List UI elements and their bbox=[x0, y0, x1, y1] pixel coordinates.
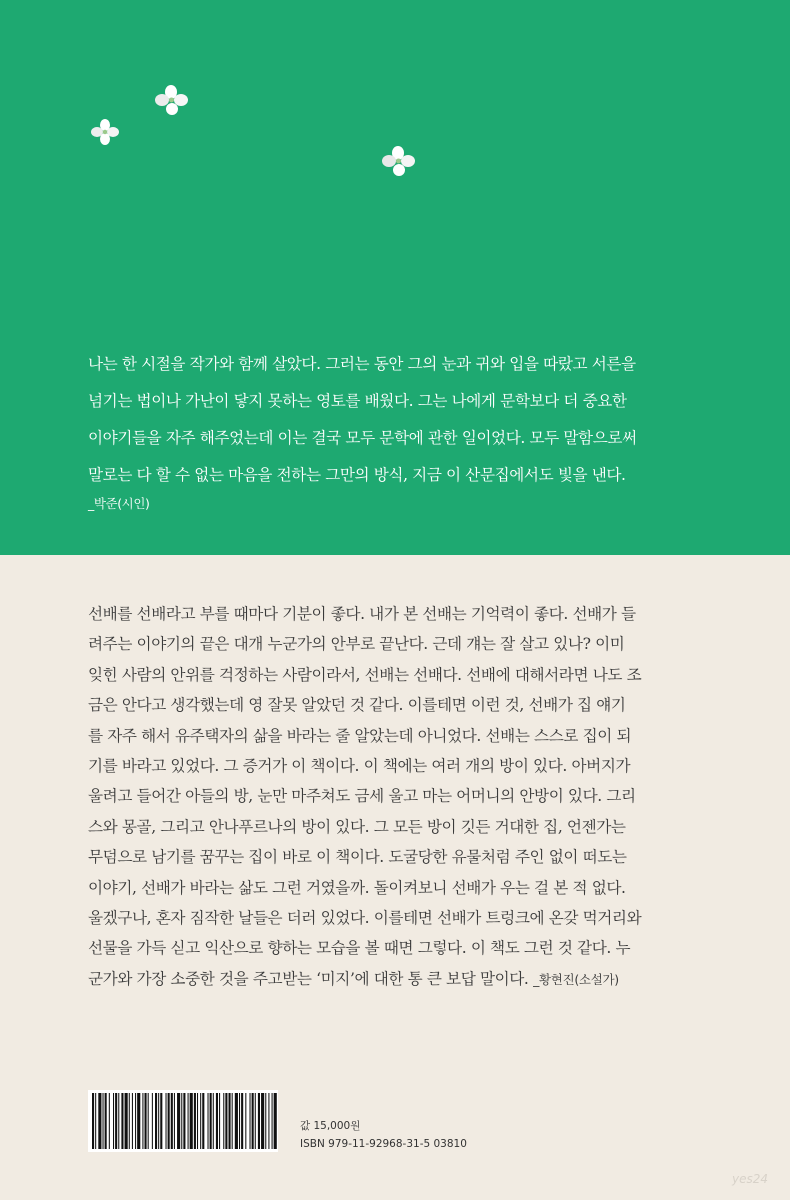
barcode-bar bbox=[137, 1093, 140, 1149]
barcode-bar bbox=[168, 1093, 170, 1149]
barcode-bar bbox=[235, 1093, 238, 1149]
barcode-bar bbox=[135, 1093, 136, 1149]
review-line: 선배를 선배라고 부를 때마다 기분이 좋다. 내가 본 선배는 기억력이 좋다. 선배가 들 bbox=[88, 605, 636, 623]
barcode-bar bbox=[177, 1093, 180, 1149]
barcode-bar bbox=[216, 1093, 218, 1149]
barcode-bar bbox=[194, 1093, 196, 1149]
quote-line: 나는 한 시절을 작가와 함께 살았다. 그러는 동안 그의 눈과 귀와 입을 따랐고 서른을 bbox=[88, 355, 636, 373]
review-line-last bbox=[88, 964, 728, 994]
quote-line: 넘기는 법이나 가난이 닿지 못하는 영토를 배웠다. 그는 나에게 문학보다 더 중요한 bbox=[88, 392, 627, 410]
barcode-bar bbox=[142, 1093, 143, 1149]
barcode-bar bbox=[152, 1093, 153, 1149]
barcode-bar bbox=[208, 1093, 209, 1149]
barcode-bar bbox=[274, 1093, 277, 1149]
quote-line: 말로는 다 할 수 없는 마음을 전하는 그만의 방식, 지금 이 산문집에서도 빛을 낸다. bbox=[88, 466, 626, 484]
barcode-bar bbox=[268, 1093, 269, 1149]
barcode-bar bbox=[125, 1093, 128, 1149]
quote-line: 이야기들을 자주 해주었는데 이는 결국 모두 문학에 관한 일이었다. 모두 말함으로써 bbox=[88, 429, 637, 447]
flower-icon bbox=[381, 144, 417, 178]
barcode-bar bbox=[213, 1093, 214, 1149]
isbn-label: ISBN 979-11-92968-31-5 03810 bbox=[300, 1138, 467, 1150]
barcode-bar bbox=[261, 1093, 264, 1149]
review-line: 잊힌 사람의 안위를 걱정하는 사람이라서, 선배는 선배다. 선배에 대해서라면 나도 조 bbox=[88, 665, 642, 684]
barcode-bar bbox=[239, 1093, 240, 1149]
barcode-bar bbox=[188, 1093, 189, 1149]
quote-block bbox=[88, 346, 728, 514]
quote-author: _박준(시인) bbox=[88, 496, 150, 511]
review-line: 무덤으로 남기를 꿈꾸는 집이 바로 이 책이다. 도굴당한 유물처럼 주인 없이 떠도는 bbox=[88, 848, 627, 867]
barcode-bar bbox=[95, 1093, 96, 1149]
review-line: 기를 바라고 있었다. 그 증거가 이 책이다. 이 책에는 여러 개의 방이 있다. 아버지가 bbox=[88, 756, 631, 775]
barcode-bar bbox=[223, 1093, 224, 1149]
barcode-bar bbox=[219, 1093, 220, 1149]
barcode-bar bbox=[129, 1093, 130, 1149]
barcode-bar bbox=[181, 1093, 182, 1149]
barcode-bar bbox=[171, 1093, 173, 1149]
barcode-bar bbox=[200, 1093, 201, 1149]
barcode-bar bbox=[160, 1093, 162, 1149]
barcode-bar bbox=[183, 1093, 185, 1149]
barcode-bar bbox=[255, 1093, 256, 1149]
barcode-bar bbox=[210, 1093, 212, 1149]
review-signature: _황현진(소설가) bbox=[533, 971, 619, 987]
review-line: 선물을 가득 싣고 익산으로 향하는 모습을 볼 때면 그렇다. 이 책도 그런 것 같다. 누 bbox=[88, 939, 631, 958]
review-line: 울겠구나, 혼자 짐작한 날들은 더러 있었다. 이를테면 선배가 트렁크에 온갖 먹거리와 bbox=[88, 908, 642, 927]
barcode-bar bbox=[92, 1093, 94, 1149]
barcode-bar bbox=[241, 1093, 243, 1149]
barcode-bar bbox=[98, 1093, 101, 1149]
barcode-bar bbox=[166, 1093, 167, 1149]
review-line: 군가와 가장 소중한 것을 주고받는 ‘미지’에 대한 통 큰 보답 말이다. bbox=[88, 969, 534, 988]
flower-icon bbox=[90, 118, 120, 146]
barcode-bar bbox=[202, 1093, 204, 1149]
barcode-bar bbox=[225, 1093, 227, 1149]
review-line: 울려고 들어간 아들의 방, 눈만 마주쳐도 금세 울고 마는 어머니의 안방이 있다. 그리 bbox=[88, 787, 636, 806]
barcode-bar bbox=[265, 1093, 266, 1149]
review-line: 려주는 이야기의 끝은 대개 누군가의 안부로 끝난다. 근데 걔는 잘 살고 있나? 이미 bbox=[88, 635, 625, 654]
barcode-bar bbox=[132, 1093, 133, 1149]
review-line: 금은 안다고 생각했는데 영 잘못 알았던 것 같다. 이를테면 이런 것, 선배가 집 얘기 bbox=[88, 696, 626, 715]
review-line: 를 자주 해서 유주택자의 삶을 바라는 줄 알았는데 아니었다. 선배는 스스로 집이 되 bbox=[88, 726, 632, 745]
barcode-bar bbox=[190, 1093, 193, 1149]
barcode-bar bbox=[109, 1093, 110, 1149]
barcode-bar bbox=[252, 1093, 254, 1149]
barcode-bar bbox=[113, 1093, 114, 1149]
watermark: yes24 bbox=[731, 1172, 768, 1186]
barcode-bar bbox=[258, 1093, 260, 1149]
barcode-bar bbox=[103, 1093, 104, 1149]
barcode-bar bbox=[272, 1093, 273, 1149]
review-block bbox=[88, 599, 728, 994]
price-isbn-block bbox=[300, 1117, 467, 1153]
barcode-bar bbox=[197, 1093, 198, 1149]
price-label: 값 15,000원 bbox=[300, 1120, 361, 1132]
review-line: 스와 몽골, 그리고 안나푸르나의 방이 있다. 그 모든 방이 깃든 거대한 집, 언젠가는 bbox=[88, 817, 626, 836]
barcode-bar bbox=[232, 1093, 233, 1149]
barcode-bar bbox=[145, 1093, 147, 1149]
barcode-bar bbox=[105, 1093, 107, 1149]
flower-icon bbox=[153, 84, 191, 116]
barcode-bar bbox=[250, 1093, 251, 1149]
barcode-bar bbox=[155, 1093, 157, 1149]
barcode-bar bbox=[174, 1093, 175, 1149]
barcode-bar bbox=[148, 1093, 149, 1149]
barcode-bar bbox=[245, 1093, 246, 1149]
barcode-bar bbox=[118, 1093, 119, 1149]
barcode-bar bbox=[158, 1093, 159, 1149]
barcode-bar bbox=[115, 1093, 117, 1149]
isbn-barcode bbox=[88, 1090, 278, 1152]
barcode-bar bbox=[229, 1093, 231, 1149]
barcode-bar bbox=[121, 1093, 123, 1149]
review-line: 이야기, 선배가 바라는 삶도 그런 거였을까. 돌이켜보니 선배가 우는 걸 본 적 없다. bbox=[88, 878, 626, 897]
